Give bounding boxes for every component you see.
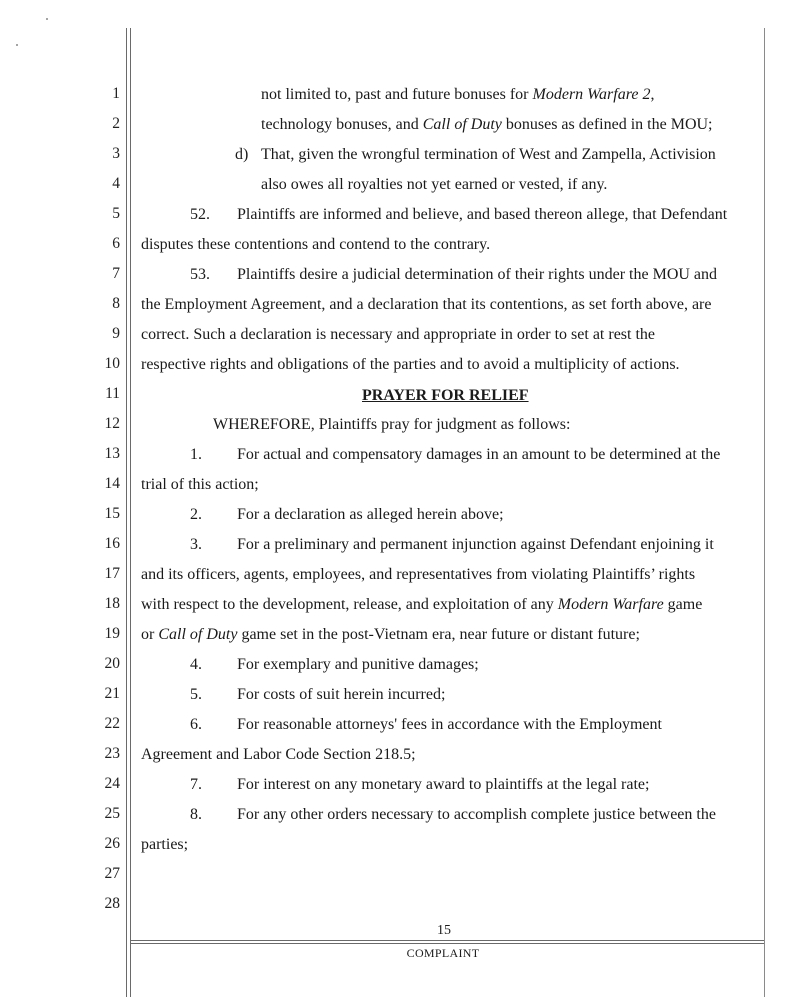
list-marker: d) xyxy=(235,146,249,163)
body-line: For costs of suit herein incurred; xyxy=(237,686,446,703)
body-line: For actual and compensatory damages in an amount to be determined at the xyxy=(237,446,721,463)
line-number: 21 xyxy=(104,685,120,702)
line-number: 2 xyxy=(112,115,120,132)
body-line: or Call of Duty game set in the post-Vietnam era, near future or distant future; xyxy=(141,626,640,643)
line-number: 16 xyxy=(104,535,120,552)
line-number: 12 xyxy=(104,415,120,432)
line-number: 18 xyxy=(104,595,120,612)
paragraph-number: 5. xyxy=(190,686,202,703)
body-line: For exemplary and punitive damages; xyxy=(237,656,479,673)
paragraph-number: 3. xyxy=(190,536,202,553)
body-line: correct. Such a declaration is necessary and appropriate in order to set at rest the xyxy=(141,326,656,343)
line-number: 26 xyxy=(104,835,120,852)
line-number: 17 xyxy=(104,565,120,582)
body-line: WHEREFORE, Plaintiffs pray for judgment as follows: xyxy=(213,416,571,433)
body-line: For interest on any monetary award to plaintiffs at the legal rate; xyxy=(237,776,650,793)
line-number: 19 xyxy=(104,625,120,642)
emphasis: Call of Duty xyxy=(158,626,238,643)
paragraph-number: 8. xyxy=(190,806,202,823)
line-number: 23 xyxy=(104,745,120,762)
body-line: parties; xyxy=(141,836,189,853)
body-line: and its officers, agents, employees, and representatives from violating Plaintiffs’ rights xyxy=(141,566,696,583)
body-line: Agreement and Labor Code Section 218.5; xyxy=(141,746,416,763)
footer-rule-top xyxy=(130,940,764,941)
line-number: 11 xyxy=(105,385,120,402)
scan-speck xyxy=(46,18,48,20)
line-number: 7 xyxy=(112,265,120,282)
line-number: 6 xyxy=(112,235,120,252)
line-number: 20 xyxy=(104,655,120,672)
section-heading: PRAYER FOR RELIEF xyxy=(362,387,529,404)
footer-rule-bottom xyxy=(130,943,764,944)
left-margin-rule-inner xyxy=(130,28,131,997)
paragraph-number: 4. xyxy=(190,656,202,673)
body-line: the Employment Agreement, and a declaration that its contentions, as set forth above, are xyxy=(141,296,712,313)
emphasis: Modern Warfare xyxy=(557,596,664,613)
line-number: 10 xyxy=(104,355,120,372)
body-line: trial of this action; xyxy=(141,476,259,493)
body-line: For a preliminary and permanent injunction against Defendant enjoining it xyxy=(237,536,714,553)
line-number: 8 xyxy=(112,295,120,312)
body-line: not limited to, past and future bonuses for Modern Warfare 2, xyxy=(261,86,655,103)
line-number: 14 xyxy=(104,475,120,492)
scan-speck xyxy=(16,44,18,46)
body-line: That, given the wrongful termination of West and Zampella, Activision xyxy=(261,146,716,163)
page-number: 15 xyxy=(437,923,451,938)
body-line: For any other orders necessary to accomplish complete justice between the xyxy=(237,806,716,823)
paragraph-number: 53. xyxy=(190,266,210,283)
line-number: 25 xyxy=(104,805,120,822)
paragraph-number: 6. xyxy=(190,716,202,733)
body-line: Plaintiffs are informed and believe, and based thereon allege, that Defendant xyxy=(237,206,728,223)
body-line: with respect to the development, release, and exploitation of any Modern Warfare game xyxy=(141,596,703,613)
line-number: 15 xyxy=(104,505,120,522)
paragraph-number: 2. xyxy=(190,506,202,523)
line-number: 28 xyxy=(104,895,120,912)
body-line: For a declaration as alleged herein above; xyxy=(237,506,504,523)
line-number: 22 xyxy=(104,715,120,732)
paragraph-number: 7. xyxy=(190,776,202,793)
paragraph-number: 1. xyxy=(190,446,202,463)
line-number: 13 xyxy=(104,445,120,462)
left-margin-rule-outer xyxy=(126,28,127,997)
emphasis: Modern Warfare 2 xyxy=(532,86,651,103)
right-margin-rule xyxy=(764,28,765,997)
line-number: 1 xyxy=(112,85,120,102)
emphasis: Call of Duty xyxy=(422,116,502,133)
paragraph-number: 52. xyxy=(190,206,210,223)
body-line: respective rights and obligations of the parties and to avoid a multiplicity of actions. xyxy=(141,356,680,373)
line-number: 24 xyxy=(104,775,120,792)
body-line: also owes all royalties not yet earned or vested, if any. xyxy=(261,176,608,193)
line-number: 9 xyxy=(112,325,120,342)
body-line: For reasonable attorneys' fees in accordance with the Employment xyxy=(237,716,662,733)
body-line: Plaintiffs desire a judicial determination of their rights under the MOU and xyxy=(237,266,718,283)
line-number: 27 xyxy=(104,865,120,882)
line-number: 5 xyxy=(112,205,120,222)
body-line: technology bonuses, and Call of Duty bonuses as defined in the MOU; xyxy=(261,116,713,133)
body-line: disputes these contentions and contend to the contrary. xyxy=(141,236,491,253)
line-number: 4 xyxy=(112,175,120,192)
line-number: 3 xyxy=(112,145,120,162)
document-footer-title: COMPLAINT xyxy=(406,946,480,960)
